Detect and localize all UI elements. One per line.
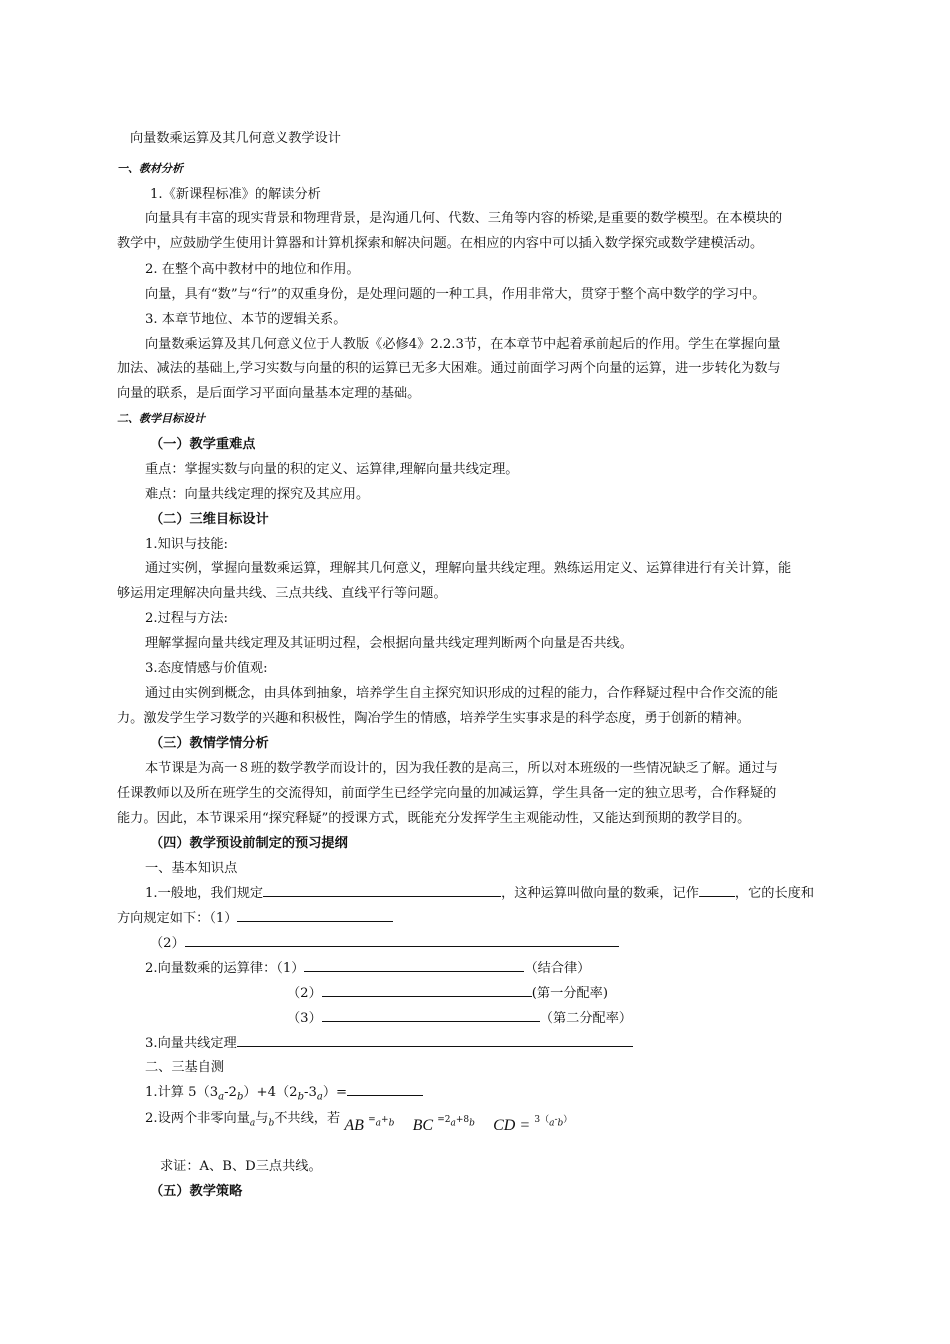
question-1-continued: 方向规定如下：（1） (117, 909, 833, 927)
paragraph-text: 向量的联系，是后面学习平面向量基本定理的基础。 (117, 386, 421, 401)
outline-heading: 一、基本知识点 (145, 861, 238, 876)
section-heading-teaching-goals: 二、教学目标设计 (117, 412, 205, 425)
vector-b: b (236, 1091, 244, 1103)
paragraph-label: 1.知识与技能: (145, 537, 228, 552)
fill-blank[interactable] (185, 934, 619, 947)
paragraph-label: 3. 本章节地位、本节的逻辑关系。 (145, 312, 347, 327)
fill-blank[interactable] (237, 909, 393, 922)
vector-b: b (297, 1091, 304, 1103)
paragraph-text: 加法、减法的基础上,学习实数与向量的积的运算已无多大困难。通过前面学习两个向量的运算，进一步转化为数与 (117, 361, 781, 376)
fill-blank[interactable] (699, 884, 735, 897)
fill-blank[interactable] (237, 1034, 633, 1047)
vector-a: a (316, 1091, 323, 1103)
vector-b: b (268, 1118, 275, 1129)
paragraph-text: 力。激发学生学习数学的兴趣和积极性，陶冶学生的情感，培养学生实事求是的科学态度，勇于创新的精神。 (117, 711, 750, 726)
paragraph-text: 向量具有丰富的现实背景和物理背景，是沟通几何、代数、三角等内容的桥梁,是重要的数学模型。在本模块的 (145, 211, 783, 226)
paragraph-text: 够运用定理解决向量共线、三点共线、直线平行等问题。 (117, 586, 447, 601)
question-1: 1.一般地，我们规定 ，这种运算叫做向量的数乘，记作 ，它的长度和 (145, 886, 815, 901)
fill-blank[interactable] (347, 1083, 423, 1096)
paragraph-label: 2. 在整个高中教材中的地位和作用。 (145, 262, 360, 277)
subsection-title: （三）教情学情分析 (150, 736, 269, 751)
paragraph-label: 3.态度情感与价值观: (145, 661, 268, 676)
paragraph-text: 难点：向量共线定理的探究及其应用。 (145, 487, 370, 502)
subsection-title: （四）教学预设前制定的预习提纲 (150, 836, 348, 851)
self-test-1: 1.计算 $5(3_a-2_b)+4(2_b-3_a)=$ (145, 1083, 861, 1106)
paragraph-text: 能力。因此，本节课采用“探究释疑”的授课方式，既能充分发挥学生主观能动性，又能达到预期的教学目的。 (117, 811, 751, 826)
section-heading-textbook-analysis: 一、教材分析 (117, 162, 183, 175)
paragraph-text: 理解掌握向量共线定理及其证明过程，会根据向量共线定理判断两个向量是否共线。 (145, 636, 633, 651)
paragraph-text: 任课教师以及所在班学生的交流得知，前面学生已经学完向量的加减运算，学生具备一定的独立思考，合作释疑的 (117, 786, 777, 801)
outline-heading: 二、三基自测 (145, 1060, 225, 1075)
paragraph-text: 重点：掌握实数与向量的积的定义、运算律,理解向量共线定理。 (145, 462, 519, 477)
paragraph-label: 2.过程与方法: (145, 611, 228, 626)
vector-AB: AB (344, 1117, 364, 1134)
paragraph-text: 本节课是为高一８班的数学教学而设计的，因为我任教的是高三，所以对本班级的一些情况缺乏了解。通过与 (145, 761, 778, 776)
vector-BC: BC (412, 1117, 434, 1134)
fill-blank[interactable] (322, 1009, 540, 1022)
paragraph-text: 通过实例，掌握向量数乘运算，理解其几何意义，理解向量共线定理。熟练运用定义、运算律进行有关计算，能 (145, 561, 792, 576)
subsection-title: （二）三维目标设计 (150, 512, 269, 527)
paragraph-text: 通过由实例到概念，由具体到抽象，培养学生自主探究知识形成的过程的能力，合作释疑过程中合作交流的能 (145, 686, 778, 701)
paragraph-label: 1.《新课程标准》的解读分析 (150, 187, 321, 202)
vector-a: a (249, 1118, 256, 1129)
question-2-rule-2: （2） (第一分配率) (287, 986, 608, 1001)
fill-blank[interactable] (304, 959, 524, 972)
vector-CD: CD = (493, 1117, 531, 1134)
question-2-rule-3: （3） （第二分配率） (287, 1011, 633, 1026)
subsection-title: （五）教学策略 (150, 1184, 243, 1199)
paragraph-text: 向量，具有“数”与“行”的双重身份，是处理问题的一种工具，作用非常大，贯穿于整个高中数学的学习中。 (145, 287, 766, 302)
fill-blank[interactable] (263, 884, 501, 897)
subsection-title: （一）教学重难点 (150, 437, 256, 452)
document-title: 向量数乘运算及其几何意义教学设计 (130, 131, 341, 146)
paragraph-text: 教学中，应鼓励学生使用计算器和计算机探索和解决问题。在相应的内容中可以插入数学探究或数学建模活动。 (117, 236, 764, 251)
self-test-2: 2.设两个非零向量$_a$与$_b$不共线，若 AB $=_a+_b$ BC $=2_a+8_b$ CD = $3(_a-_b)$ (145, 1111, 573, 1134)
question-2: 2.向量数乘的运算律：（1） （结合律） (145, 961, 591, 976)
proof-statement: 求证：A、B、D三点共线。 (160, 1159, 322, 1174)
question-3: 3.向量共线定理 (145, 1034, 861, 1052)
paragraph-text: 向量数乘运算及其几何意义位于人教版《必修4》2.2.3节，在本章节中起着承前起后的作用。学生在掌握向量 (145, 337, 781, 352)
fill-blank[interactable] (322, 984, 532, 997)
vector-a: a (218, 1091, 225, 1103)
question-1-part-2: （2） (150, 934, 866, 952)
